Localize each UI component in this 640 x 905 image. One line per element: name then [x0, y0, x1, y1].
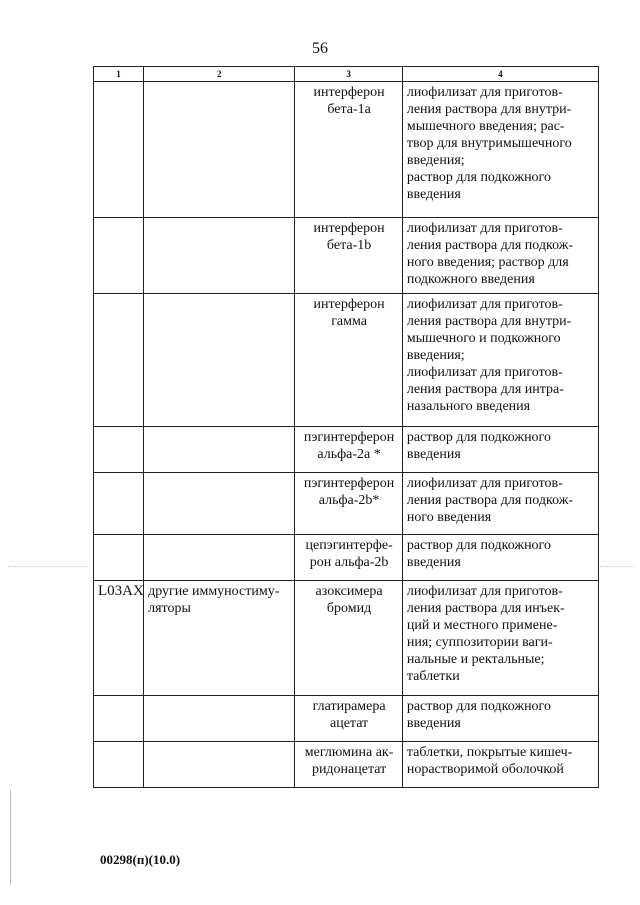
dosage-form: раствор для подкожного введения — [402, 427, 598, 473]
dosage-form: лиофилизат для приготов- ления раствора для внутри- мышечного и подкожного введения; лиофилизат для приготов- ления раствора для интра- назального введения — [402, 294, 598, 427]
header-col-4: 4 — [402, 67, 598, 82]
drug-name — [295, 294, 402, 427]
group-name — [144, 427, 295, 473]
drug-name-text: цепэгинтерфе- рон альфа-2b — [305, 538, 393, 570]
drug-name — [295, 218, 402, 294]
atc-code — [94, 742, 144, 788]
scan-artifact-dots — [600, 566, 634, 568]
dosage-form: лиофилизат для приготов- ления раствора для подкож- ного введения; раствор для подкожного введения — [402, 218, 598, 294]
group-name — [144, 294, 295, 427]
atc-code — [94, 473, 144, 535]
table-row — [94, 82, 599, 218]
drug-name — [295, 535, 402, 581]
atc-code — [94, 82, 144, 218]
group-name: другие иммуностиму- ляторы — [144, 581, 295, 696]
drug-name — [295, 696, 402, 742]
dosage-form: лиофилизат для приготов- ления раствора для внутри- мышечного введения; рас- твор для внутримышечного введения; раствор для подкожного введения — [402, 82, 598, 218]
table-row — [94, 427, 599, 473]
atc-code: L03AX — [94, 581, 144, 696]
table-row — [94, 473, 599, 535]
group-name — [144, 473, 295, 535]
dosage-form: лиофилизат для приготов- ления раствора для подкож- ного введения — [402, 473, 598, 535]
drug-name — [295, 427, 402, 473]
drug-table — [93, 66, 599, 788]
group-name — [144, 742, 295, 788]
drug-name — [295, 581, 402, 696]
scan-artifact-dots — [8, 566, 88, 568]
drug-name-text: глатирамера ацетат — [312, 699, 386, 731]
table-row — [94, 581, 599, 696]
page-number: 56 — [312, 40, 328, 57]
drug-name — [295, 473, 402, 535]
header-col-2: 2 — [144, 67, 295, 82]
drug-name-text: азоксимера бромид — [315, 584, 383, 616]
atc-code — [94, 218, 144, 294]
drug-name-text: пэгинтерферон альфа-2b* — [303, 476, 395, 508]
drug-name-text: интерферон бета-1а — [313, 85, 385, 117]
table-row — [94, 218, 599, 294]
atc-code — [94, 535, 144, 581]
dosage-form: раствор для подкожного введения — [402, 535, 598, 581]
drug-name-text: интерферон гамма — [313, 297, 385, 329]
header-row — [94, 67, 599, 82]
group-name — [144, 535, 295, 581]
drug-name-text: интерферон бета-1b — [313, 221, 385, 253]
header-col-1: 1 — [94, 67, 144, 82]
table-row — [94, 696, 599, 742]
drug-name-text: меглюмина ак- ридонацетат — [304, 745, 394, 777]
drug-name-text: пэгинтерферон альфа-2а * — [303, 430, 395, 462]
group-name — [144, 218, 295, 294]
group-name — [144, 82, 295, 218]
header-col-3: 3 — [295, 67, 402, 82]
scan-margin-line — [10, 790, 11, 885]
atc-code — [94, 696, 144, 742]
table-row — [94, 742, 599, 788]
atc-code — [94, 294, 144, 427]
drug-name — [295, 742, 402, 788]
dosage-form: раствор для подкожного введения — [402, 696, 598, 742]
table-row — [94, 535, 599, 581]
atc-code — [94, 427, 144, 473]
document-code: 00298(п)(10.0) — [100, 852, 181, 867]
dosage-form: лиофилизат для приготов- ления раствора для инъек- ций и местного примене- ния; суппозитории ваги- нальные и ректальные; таблетки — [402, 581, 598, 696]
dosage-form: таблетки, покрытые кишеч- норастворимой оболочкой — [402, 742, 598, 788]
group-name — [144, 696, 295, 742]
table-row — [94, 294, 599, 427]
drug-name — [295, 82, 402, 218]
